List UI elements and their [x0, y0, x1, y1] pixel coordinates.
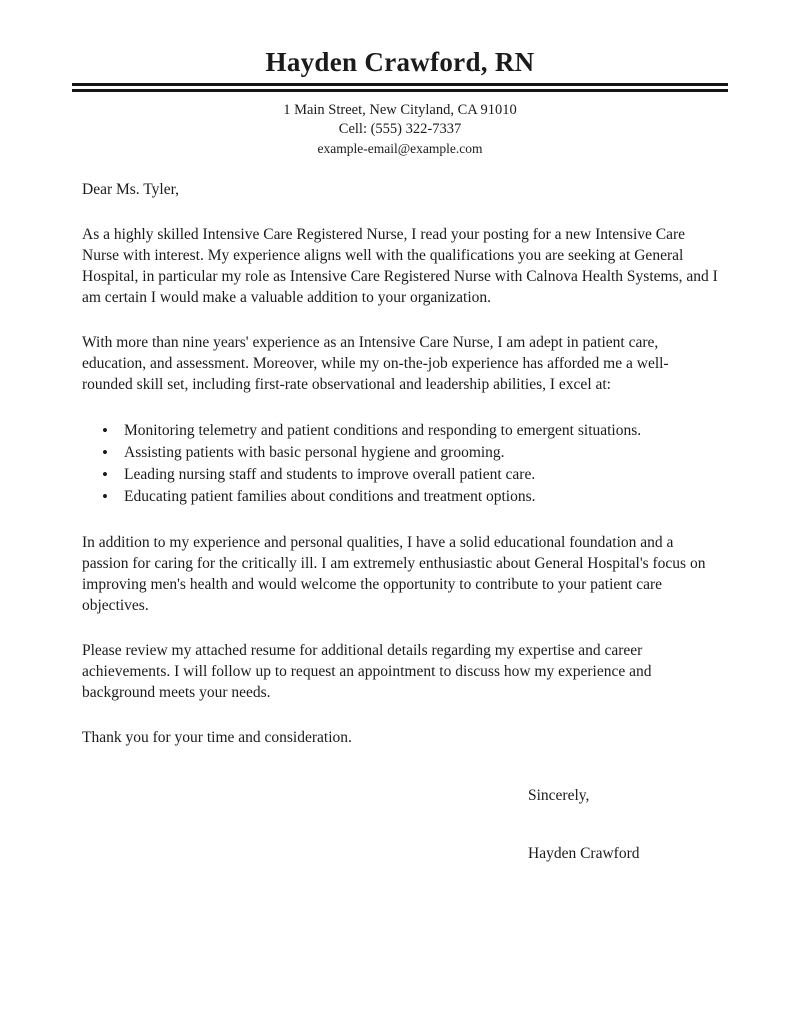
- paragraph-intro: As a highly skilled Intensive Care Registered Nurse, I read your posting for a new Intensive Care Nurse with interest. My experience aligns well with the qualifications you are seeking at General Hospital, in particular my role as Intensive Care Registered Nurse with Calnova Health Systems, and I am certain I would make a valuable addition to your organization.: [82, 226, 718, 307]
- bullet-item: • Leading nursing staff and students to improve overall patient care.: [120, 464, 718, 486]
- paragraph-thanks: Thank you for your time and consideration.: [82, 729, 352, 747]
- contact-address: 1 Main Street, New Cityland, CA 91010: [283, 102, 517, 119]
- paragraph-experience: With more than nine years' experience as an Intensive Care Nurse, I am adept in patient care, education, and assessment. Moreover, while my on-the-job experience has afforded me a well-rounded skill set, including first-rate observational and leadership abilities, I excel at:: [82, 334, 669, 394]
- bullet-item: • Educating patient families about conditions and treatment options.: [120, 486, 718, 508]
- contact-email: example-email@example.com: [317, 141, 483, 157]
- contact-phone: Cell: (555) 322-7337: [338, 121, 462, 138]
- paragraph-education: In addition to my experience and personal qualities, I have a solid educational foundation and a passion for caring for the critically ill. I am extremely enthusiastic about General Hospital's focus on improving men's health and would welcome the opportunity to contribute to your patient care objectives.: [82, 534, 706, 615]
- closing-block: [528, 785, 718, 864]
- letter-body: [82, 179, 718, 864]
- header-divider-rule: [72, 83, 728, 92]
- bullet-item: • Assisting patients with basic personal hygiene and grooming.: [120, 442, 718, 464]
- skills-bullet-list: [82, 420, 718, 508]
- letter-author-name: Hayden Crawford, RN: [265, 47, 535, 77]
- signature-name: Hayden Crawford: [528, 845, 640, 863]
- closing-valediction: Sincerely,: [528, 787, 590, 805]
- paragraph-resume: Please review my attached resume for additional details regarding my expertise and career achievements. I will follow up to request an appointment to discuss how my experience and background meets your needs.: [82, 642, 652, 702]
- letter-header: [82, 46, 718, 158]
- salutation: Dear Ms. Tyler,: [82, 181, 180, 199]
- bullet-item: • Monitoring telemetry and patient conditions and responding to emergent situations.: [120, 420, 718, 442]
